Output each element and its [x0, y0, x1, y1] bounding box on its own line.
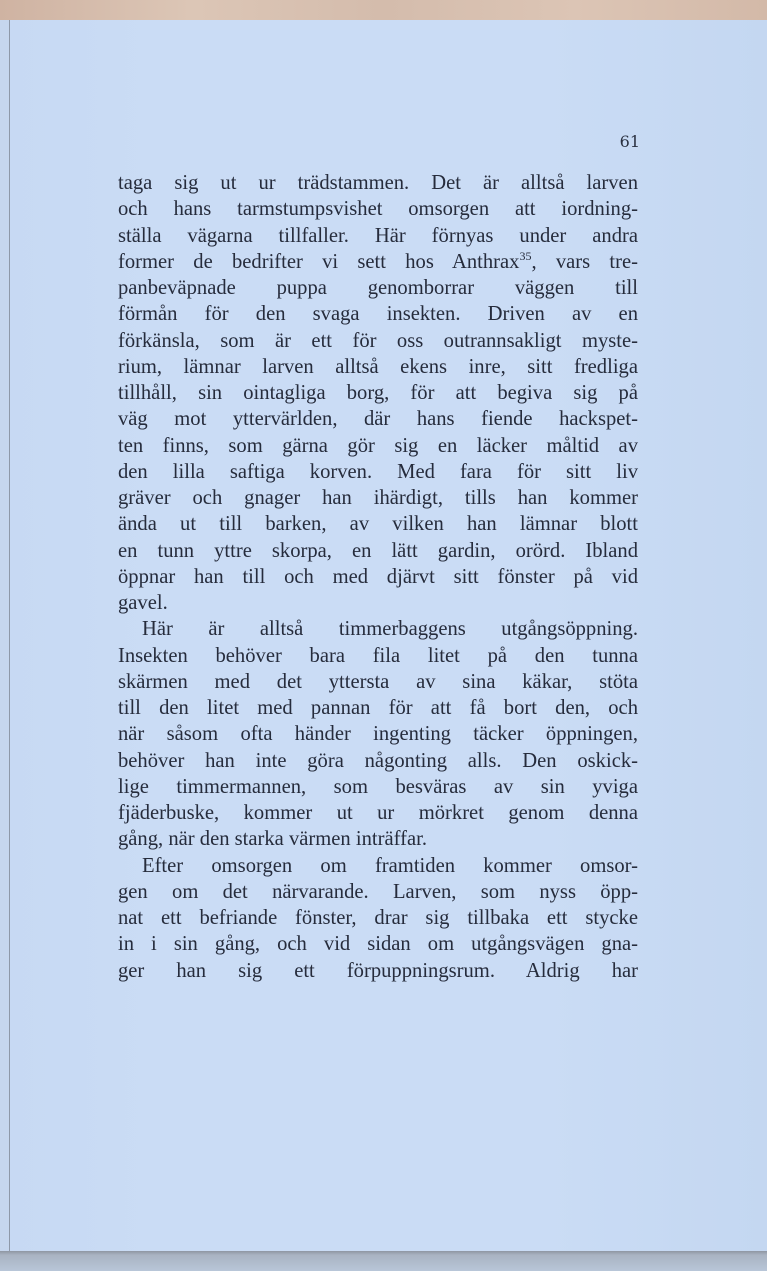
text-line: panbeväpnade puppa genomborrar väggen till: [118, 277, 638, 299]
text-line: till den litet med pannan för att få bort den, och: [118, 697, 638, 719]
text-line: taga sig ut ur trädstammen. Det är alltså larven: [118, 172, 638, 194]
text-line: gång, när den starka värmen inträffar.: [118, 828, 427, 851]
paragraph-1: [118, 170, 638, 616]
text-line: den lilla saftiga korven. Med fara för sitt liv: [118, 460, 638, 483]
text-line: ten finns, som gärna gör sig en läcker måltid av: [118, 434, 638, 457]
text-line: ger han sig ett förpuppningsrum. Aldrig har: [118, 959, 638, 982]
text-line: en tunn yttre skorpa, en lätt gardin, orörd. Ibland: [118, 539, 638, 562]
paragraph-2: [118, 616, 638, 852]
text-line: Efter omsorgen om framtiden kommer omsor-: [142, 854, 638, 877]
text-line: Insekten behöver bara fila litet på den tunna: [118, 644, 638, 667]
text-line: skärmen med det yttersta av sina käkar, stöta: [118, 670, 638, 693]
text-line: Här är alltså timmerbaggens utgångsöppning.: [142, 618, 638, 641]
body-text: [118, 170, 638, 984]
text-line: när såsom ofta händer ingenting täcker öppningen,: [118, 723, 638, 746]
text-line: ställa vägarna tillfaller. Här förnyas under andra: [118, 224, 638, 247]
text-line: öppnar han till och med djärvt sitt fönster på vid: [118, 565, 638, 588]
text-line: rium, lämnar larven alltså ekens inre, sitt fredliga: [118, 355, 638, 378]
text-fragment: former de bedrifter vi sett hos Anthrax: [118, 250, 520, 273]
text-line: behöver han inte göra någonting alls. Den oskick-: [118, 749, 638, 772]
text-line: gen om det närvarande. Larven, som nyss öpp-: [118, 880, 638, 903]
text-line: fjäderbuske, kommer ut ur mörkret genom denna: [118, 802, 638, 824]
text-line: förkänsla, som är ett för oss outrannsakligt myste-: [118, 329, 638, 352]
text-line: förmån för den svaga insekten. Driven av en: [118, 303, 638, 326]
text-line: nat ett befriande fönster, drar sig tillbaka ett stycke: [118, 907, 638, 929]
text-line: tillhåll, sin ointagliga borg, för att begiva sig på: [118, 382, 638, 404]
text-line: ända ut till barken, av vilken han lämnar blott: [118, 513, 638, 536]
paragraph-3: [118, 853, 638, 984]
table-surface-strip: [0, 0, 767, 20]
text-line: in i sin gång, och vid sidan om utgångsvägen gna-: [118, 933, 638, 956]
footnote-reference: 35: [519, 248, 532, 263]
text-line: lige timmermannen, som besväras av sin yviga: [118, 775, 638, 798]
text-line-with-footnote: [118, 249, 638, 275]
adjacent-page-edge: [0, 20, 10, 1271]
text-line: och hans tarmstumpsvishet omsorgen att iordning-: [118, 198, 638, 221]
text-line: gavel.: [118, 592, 168, 614]
page-number: 61: [619, 132, 640, 151]
text-fragment: , vars tre-: [531, 250, 638, 273]
text-line: väg mot yttervärlden, där hans fiende hackspet-: [118, 408, 638, 431]
text-line: gräver och gnager han ihärdigt, tills han kommer: [118, 487, 638, 509]
page-bottom-edge: [0, 1251, 767, 1271]
